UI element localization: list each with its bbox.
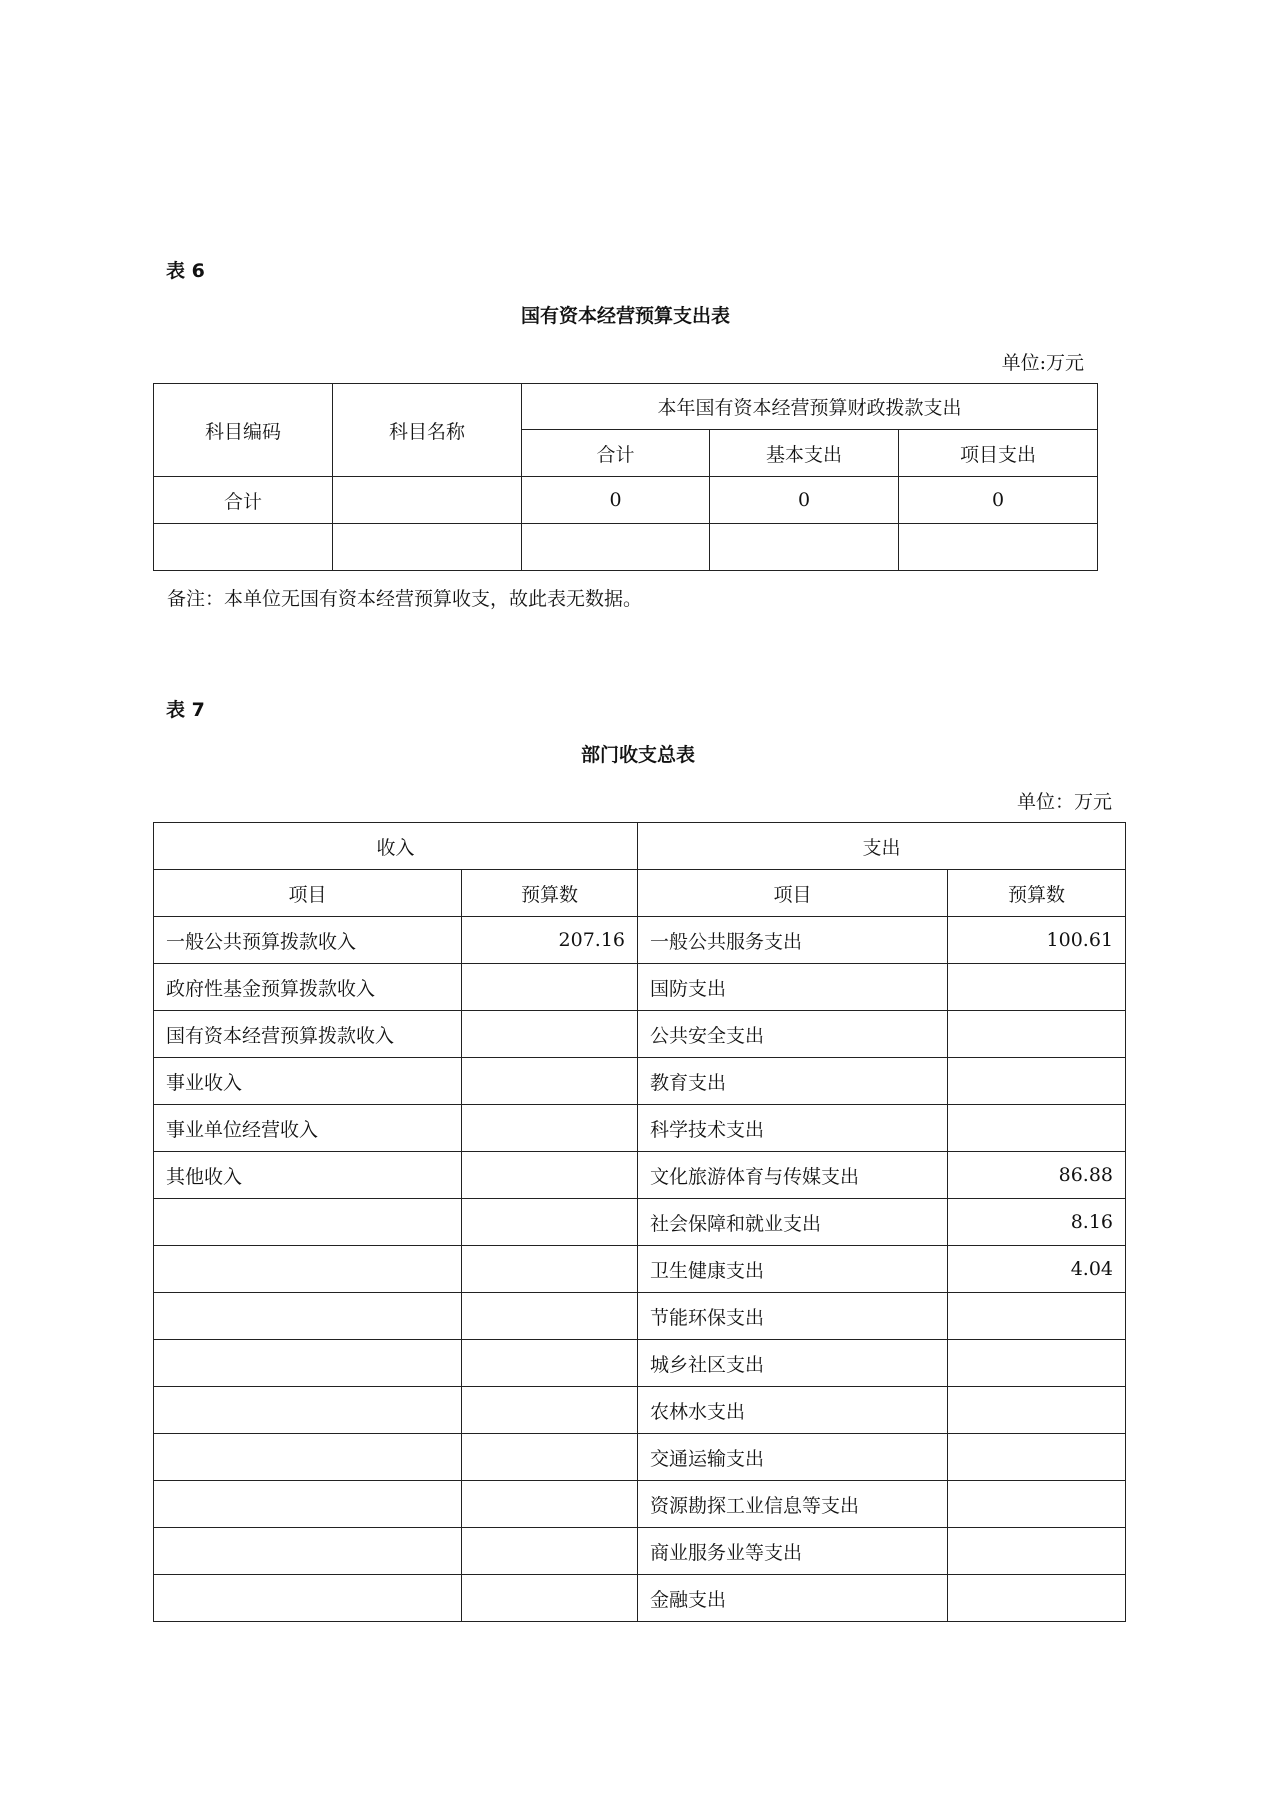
table7-cell-expense-item: 教育支出 [638,1058,948,1105]
table7-cell-income-amount [462,964,638,1011]
table6-cell-code [154,524,333,571]
table7-cell-expense-item: 商业服务业等支出 [638,1528,948,1575]
table7-cell-income-amount [462,1575,638,1622]
table7-cell-expense-amount [948,1293,1126,1340]
table6-cell-basic [710,524,899,571]
table7-cell-expense-item: 金融支出 [638,1575,948,1622]
table-row [154,1105,1126,1152]
table7-cell-income-amount [462,1152,638,1199]
table7-cell-income-amount [462,1387,638,1434]
table7-cell-income-item: 政府性基金预算拨款收入 [154,964,462,1011]
table7-cell-expense-amount [948,1481,1126,1528]
table6-header-code: 科目编码 [154,384,333,477]
table7-cell-income-item [154,1481,462,1528]
table7-header-expense: 支出 [638,823,1126,870]
table7-cell-expense-amount [948,1387,1126,1434]
table-row [154,524,1098,571]
table6-cell-total: 0 [522,477,710,524]
table7-body [154,917,1126,1622]
table7-cell-income-item [154,1293,462,1340]
table7-cell-income-amount [462,1340,638,1387]
table6-cell-name [333,524,522,571]
table7-cell-expense-amount: 8.16 [948,1199,1126,1246]
table7 [153,822,1126,1622]
table6-cell-project: 0 [899,477,1098,524]
table6-cell-name [333,477,522,524]
table-row [154,1340,1126,1387]
table-row [154,1199,1126,1246]
table7-cell-expense-item: 社会保障和就业支出 [638,1199,948,1246]
table6-unit: 单位:万元 [1001,352,1084,374]
table-row [154,1528,1126,1575]
table7-cell-income-item [154,1387,462,1434]
table6-cell-total [522,524,710,571]
table6-cell-basic: 0 [710,477,899,524]
table7-cell-income-item [154,1199,462,1246]
table7-cell-expense-item: 科学技术支出 [638,1105,948,1152]
table7-cell-income-amount [462,1011,638,1058]
table7-unit: 单位：万元 [1016,791,1112,813]
table7-cell-expense-amount [948,1105,1126,1152]
table7-cell-income-amount [462,1434,638,1481]
table7-cell-expense-amount [948,1011,1126,1058]
table7-cell-income-amount [462,1246,638,1293]
table7-cell-income-item [154,1434,462,1481]
table-row [154,1481,1126,1528]
table6-header-group: 本年国有资本经营预算财政拨款支出 [522,384,1098,430]
table7-header-income-amount: 预算数 [462,870,638,917]
table7-cell-expense-item: 农林水支出 [638,1387,948,1434]
table7-header-income: 收入 [154,823,638,870]
table6-cell-code: 合计 [154,477,333,524]
table7-cell-expense-amount [948,1340,1126,1387]
table6-header-basic: 基本支出 [710,430,899,477]
table7-cell-expense-amount [948,1575,1126,1622]
table7-cell-expense-item: 卫生健康支出 [638,1246,948,1293]
table6-header-project: 项目支出 [899,430,1098,477]
table-row [154,1293,1126,1340]
table7-cell-expense-amount [948,964,1126,1011]
table7-cell-expense-item: 文化旅游体育与传媒支出 [638,1152,948,1199]
table7-cell-expense-item: 节能环保支出 [638,1293,948,1340]
table7-cell-expense-item: 国防支出 [638,964,948,1011]
table7-cell-expense-amount: 100.61 [948,917,1126,964]
table7-cell-income-amount [462,1481,638,1528]
table7-cell-expense-item: 公共安全支出 [638,1011,948,1058]
table7-cell-income-amount [462,1528,638,1575]
table-row [154,1434,1126,1481]
table7-header-income-item: 项目 [154,870,462,917]
table-row [154,1246,1126,1293]
table7-cell-income-item [154,1575,462,1622]
table7-cell-expense-amount: 86.88 [948,1152,1126,1199]
table-row [154,1152,1126,1199]
table7-title: 部门收支总表 [580,744,695,766]
table7-label: 表 7 [166,699,205,721]
table7-cell-expense-amount: 4.04 [948,1246,1126,1293]
table7-cell-income-item [154,1340,462,1387]
table7-cell-expense-item: 城乡社区支出 [638,1340,948,1387]
table6-note: 备注：本单位无国有资本经营预算收支，故此表无数据。 [167,588,643,610]
table7-cell-income-item: 国有资本经营预算拨款收入 [154,1011,462,1058]
table-row [154,1575,1126,1622]
table-row [154,1387,1126,1434]
table7-cell-expense-amount [948,1058,1126,1105]
table7-cell-income-amount [462,1105,638,1152]
table-row [154,477,1098,524]
table7-cell-expense-amount [948,1434,1126,1481]
table7-cell-income-item [154,1528,462,1575]
table7-cell-income-item [154,1246,462,1293]
table-row [154,1058,1126,1105]
table7-cell-expense-item: 一般公共服务支出 [638,917,948,964]
table7-header-expense-item: 项目 [638,870,948,917]
table7-cell-expense-amount [948,1528,1126,1575]
table7-cell-expense-item: 交通运输支出 [638,1434,948,1481]
table6-header-total: 合计 [522,430,710,477]
table-row [154,964,1126,1011]
table7-cell-income-item: 一般公共预算拨款收入 [154,917,462,964]
table7-cell-income-item: 其他收入 [154,1152,462,1199]
table6 [153,383,1098,571]
table6-header-name: 科目名称 [333,384,522,477]
table6-label: 表 6 [166,260,205,282]
table7-cell-income-amount [462,1293,638,1340]
table-row [154,1011,1126,1058]
table7-cell-income-amount [462,1199,638,1246]
table7-cell-income-amount: 207.16 [462,917,638,964]
table6-cell-project [899,524,1098,571]
table7-cell-expense-item: 资源勘探工业信息等支出 [638,1481,948,1528]
table6-title: 国有资本经营预算支出表 [520,305,730,327]
table7-header-expense-amount: 预算数 [948,870,1126,917]
table7-cell-income-amount [462,1058,638,1105]
table7-cell-income-item: 事业单位经营收入 [154,1105,462,1152]
table7-cell-income-item: 事业收入 [154,1058,462,1105]
table-row [154,917,1126,964]
